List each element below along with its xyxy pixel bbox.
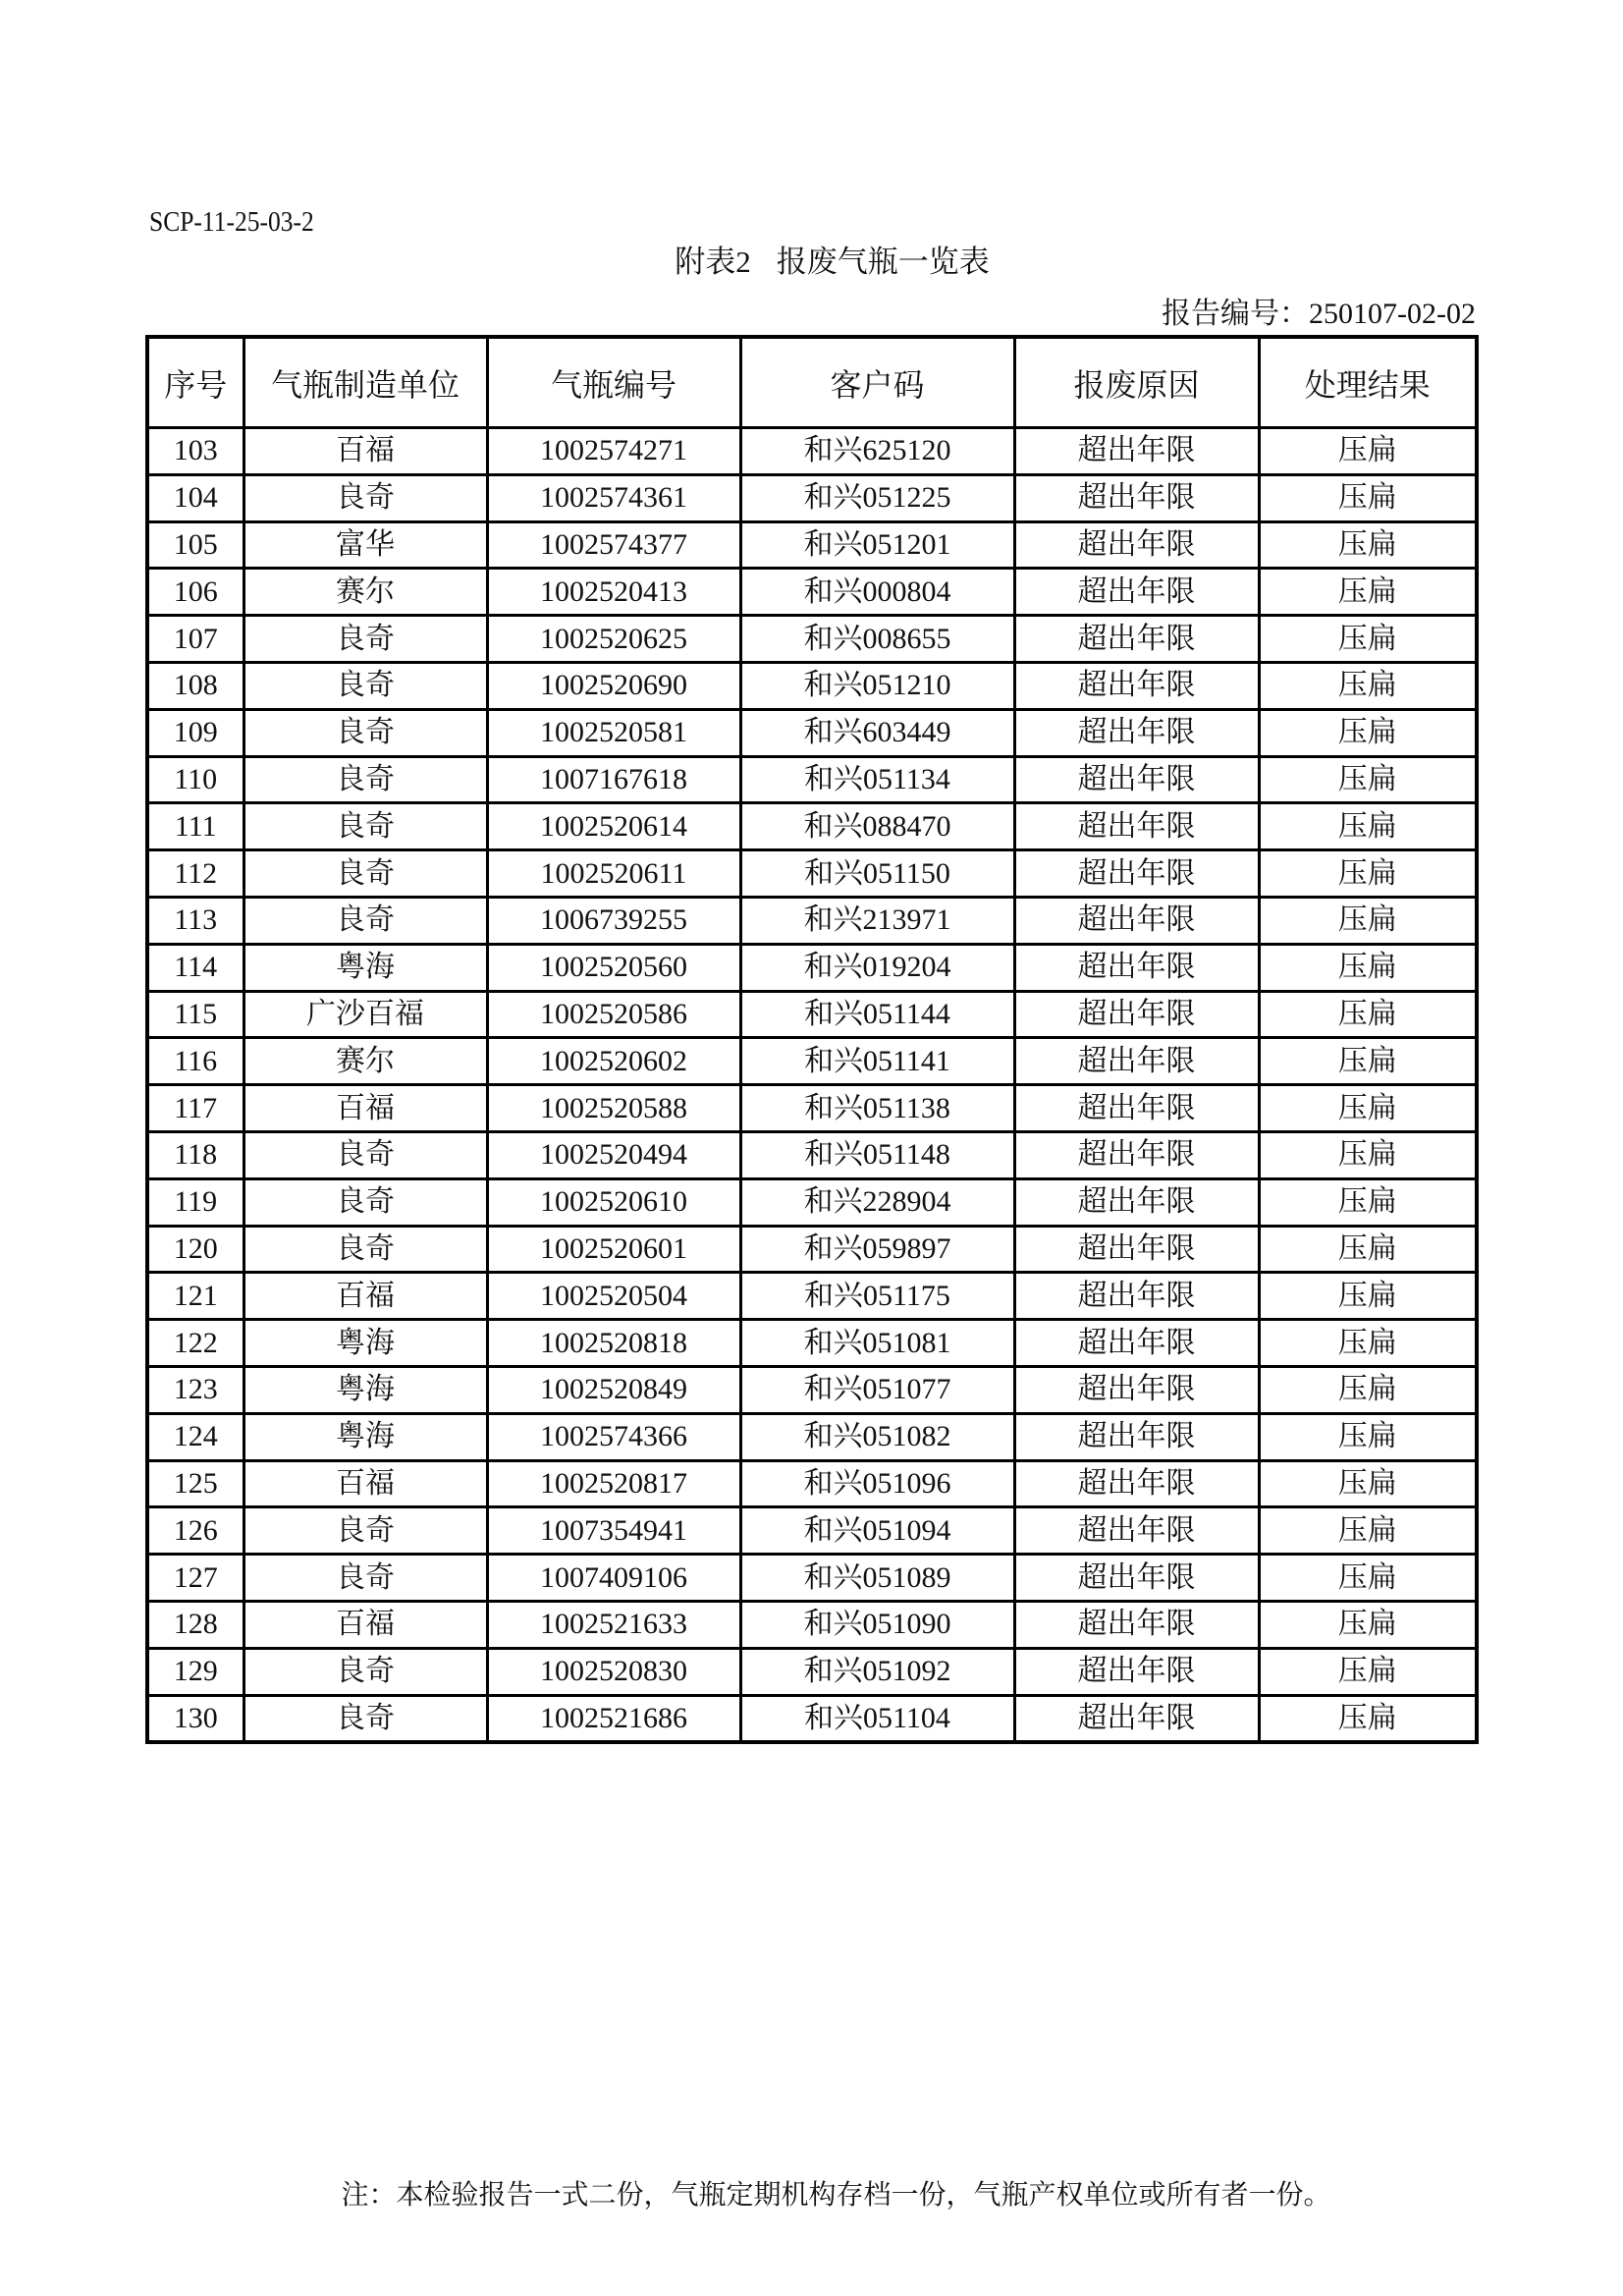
cell-cylinder-no: 1002574366 — [487, 1413, 740, 1460]
cell-customer-code: 和兴213971 — [740, 897, 1014, 944]
cell-disposal-result: 压扁 — [1259, 1413, 1477, 1460]
cell-cylinder-no: 1002520818 — [487, 1320, 740, 1367]
cell-manufacturer: 良奇 — [243, 1695, 487, 1742]
cell-customer-code: 和兴051175 — [740, 1273, 1014, 1320]
cell-disposal-result: 压扁 — [1259, 756, 1477, 803]
cell-serial-no: 111 — [147, 803, 243, 850]
cell-serial-no: 115 — [147, 991, 243, 1038]
scrapped-cylinders-table — [145, 335, 1479, 1744]
cell-manufacturer: 良奇 — [243, 1648, 487, 1695]
cell-disposal-result: 压扁 — [1259, 428, 1477, 475]
cell-scrap-reason: 超出年限 — [1014, 991, 1259, 1038]
table-row — [147, 897, 1477, 944]
cell-manufacturer: 良奇 — [243, 1226, 487, 1273]
cell-scrap-reason: 超出年限 — [1014, 1648, 1259, 1695]
cell-customer-code: 和兴051096 — [740, 1460, 1014, 1507]
document-code: SCP-11-25-03-2 — [149, 206, 314, 238]
cell-cylinder-no: 1002520586 — [487, 991, 740, 1038]
cell-disposal-result: 压扁 — [1259, 709, 1477, 756]
cell-scrap-reason: 超出年限 — [1014, 803, 1259, 850]
cell-disposal-result: 压扁 — [1259, 474, 1477, 521]
table-row — [147, 616, 1477, 663]
cell-serial-no: 118 — [147, 1131, 243, 1178]
cell-manufacturer: 粤海 — [243, 944, 487, 991]
table-row — [147, 662, 1477, 709]
table-row — [147, 756, 1477, 803]
cell-cylinder-no: 1002574271 — [487, 428, 740, 475]
header-manufacturer: 气瓶制造单位 — [243, 337, 487, 428]
cell-manufacturer: 粤海 — [243, 1413, 487, 1460]
table-body — [147, 428, 1477, 1743]
cell-cylinder-no: 1002520560 — [487, 944, 740, 991]
cell-cylinder-no: 1002520849 — [487, 1366, 740, 1413]
cell-customer-code: 和兴051141 — [740, 1038, 1014, 1085]
cell-manufacturer: 良奇 — [243, 709, 487, 756]
cell-disposal-result: 压扁 — [1259, 1507, 1477, 1555]
report-number-value: 250107-02-02 — [1309, 298, 1476, 330]
cell-disposal-result: 压扁 — [1259, 944, 1477, 991]
cell-customer-code: 和兴059897 — [740, 1226, 1014, 1273]
cell-disposal-result: 压扁 — [1259, 991, 1477, 1038]
cell-scrap-reason: 超出年限 — [1014, 1226, 1259, 1273]
cell-disposal-result: 压扁 — [1259, 616, 1477, 663]
cell-scrap-reason: 超出年限 — [1014, 850, 1259, 898]
cell-cylinder-no: 1002521633 — [487, 1601, 740, 1648]
header-scrap-reason: 报废原因 — [1014, 337, 1259, 428]
cell-scrap-reason: 超出年限 — [1014, 1085, 1259, 1132]
table-header-row — [147, 337, 1477, 428]
cell-manufacturer: 粤海 — [243, 1366, 487, 1413]
cell-customer-code: 和兴051201 — [740, 521, 1014, 569]
table-row — [147, 709, 1477, 756]
cell-manufacturer: 良奇 — [243, 850, 487, 898]
document-title — [0, 237, 1623, 281]
cell-serial-no: 114 — [147, 944, 243, 991]
cell-manufacturer: 赛尔 — [243, 1038, 487, 1085]
cell-customer-code: 和兴008655 — [740, 616, 1014, 663]
cell-customer-code: 和兴051081 — [740, 1320, 1014, 1367]
cell-serial-no: 128 — [147, 1601, 243, 1648]
table-row — [147, 1648, 1477, 1695]
cell-customer-code: 和兴051134 — [740, 756, 1014, 803]
cell-customer-code: 和兴051104 — [740, 1695, 1014, 1742]
cell-customer-code: 和兴603449 — [740, 709, 1014, 756]
cell-disposal-result: 压扁 — [1259, 1366, 1477, 1413]
cell-manufacturer: 百福 — [243, 1273, 487, 1320]
cell-cylinder-no: 1002520690 — [487, 662, 740, 709]
cell-manufacturer: 良奇 — [243, 1507, 487, 1555]
cell-manufacturer: 良奇 — [243, 1555, 487, 1602]
cell-cylinder-no: 1002574361 — [487, 474, 740, 521]
cell-manufacturer: 良奇 — [243, 662, 487, 709]
cell-serial-no: 117 — [147, 1085, 243, 1132]
header-customer-code: 客户码 — [740, 337, 1014, 428]
cell-manufacturer: 良奇 — [243, 756, 487, 803]
table-row — [147, 1601, 1477, 1648]
cell-scrap-reason: 超出年限 — [1014, 428, 1259, 475]
cell-customer-code: 和兴051138 — [740, 1085, 1014, 1132]
cell-cylinder-no: 1006739255 — [487, 897, 740, 944]
cell-disposal-result: 压扁 — [1259, 662, 1477, 709]
cell-customer-code: 和兴228904 — [740, 1178, 1014, 1226]
cell-disposal-result: 压扁 — [1259, 1178, 1477, 1226]
cell-serial-no: 110 — [147, 756, 243, 803]
cell-cylinder-no: 1002520625 — [487, 616, 740, 663]
cell-serial-no: 126 — [147, 1507, 243, 1555]
cell-manufacturer: 百福 — [243, 1601, 487, 1648]
cell-serial-no: 127 — [147, 1555, 243, 1602]
cell-serial-no: 107 — [147, 616, 243, 663]
cell-disposal-result: 压扁 — [1259, 850, 1477, 898]
cell-scrap-reason: 超出年限 — [1014, 1366, 1259, 1413]
cell-scrap-reason: 超出年限 — [1014, 1320, 1259, 1367]
cell-serial-no: 129 — [147, 1648, 243, 1695]
cell-customer-code: 和兴051089 — [740, 1555, 1014, 1602]
cell-customer-code: 和兴051090 — [740, 1601, 1014, 1648]
cell-serial-no: 108 — [147, 662, 243, 709]
cell-disposal-result: 压扁 — [1259, 1695, 1477, 1742]
cell-cylinder-no: 1002520614 — [487, 803, 740, 850]
cell-serial-no: 106 — [147, 569, 243, 616]
cell-customer-code: 和兴051094 — [740, 1507, 1014, 1555]
cell-serial-no: 125 — [147, 1460, 243, 1507]
cell-cylinder-no: 1002520581 — [487, 709, 740, 756]
header-cylinder-no: 气瓶编号 — [487, 337, 740, 428]
cell-scrap-reason: 超出年限 — [1014, 1178, 1259, 1226]
title-prefix: 附表2 — [675, 245, 751, 279]
cell-disposal-result: 压扁 — [1259, 1273, 1477, 1320]
cell-manufacturer: 良奇 — [243, 1178, 487, 1226]
cell-customer-code: 和兴625120 — [740, 428, 1014, 475]
table-row — [147, 1695, 1477, 1742]
table-row — [147, 1413, 1477, 1460]
cell-scrap-reason: 超出年限 — [1014, 1601, 1259, 1648]
cell-cylinder-no: 1002520610 — [487, 1178, 740, 1226]
report-number — [1162, 289, 1476, 332]
cell-manufacturer: 百福 — [243, 428, 487, 475]
table-row — [147, 1555, 1477, 1602]
report-number-label: 报告编号： — [1162, 298, 1310, 330]
table-row — [147, 1038, 1477, 1085]
cell-manufacturer: 良奇 — [243, 803, 487, 850]
cell-manufacturer: 赛尔 — [243, 569, 487, 616]
cell-scrap-reason: 超出年限 — [1014, 1695, 1259, 1742]
cell-customer-code: 和兴051092 — [740, 1648, 1014, 1695]
cell-scrap-reason: 超出年限 — [1014, 897, 1259, 944]
cell-manufacturer: 良奇 — [243, 1131, 487, 1178]
cell-scrap-reason: 超出年限 — [1014, 1460, 1259, 1507]
cell-scrap-reason: 超出年限 — [1014, 1273, 1259, 1320]
cell-serial-no: 124 — [147, 1413, 243, 1460]
cell-customer-code: 和兴088470 — [740, 803, 1014, 850]
cell-cylinder-no: 1002520611 — [487, 850, 740, 898]
cell-scrap-reason: 超出年限 — [1014, 521, 1259, 569]
cell-customer-code: 和兴051144 — [740, 991, 1014, 1038]
cell-manufacturer: 百福 — [243, 1460, 487, 1507]
cell-manufacturer: 良奇 — [243, 474, 487, 521]
cell-serial-no: 120 — [147, 1226, 243, 1273]
cell-manufacturer: 富华 — [243, 521, 487, 569]
cell-disposal-result: 压扁 — [1259, 1555, 1477, 1602]
table-row — [147, 850, 1477, 898]
cell-scrap-reason: 超出年限 — [1014, 944, 1259, 991]
cell-scrap-reason: 超出年限 — [1014, 709, 1259, 756]
cell-manufacturer: 广沙百福 — [243, 991, 487, 1038]
cell-customer-code: 和兴051225 — [740, 474, 1014, 521]
cell-manufacturer: 良奇 — [243, 897, 487, 944]
table-row — [147, 1507, 1477, 1555]
cell-cylinder-no: 1007409106 — [487, 1555, 740, 1602]
cell-scrap-reason: 超出年限 — [1014, 569, 1259, 616]
table-row — [147, 428, 1477, 475]
cell-customer-code: 和兴000804 — [740, 569, 1014, 616]
table-row — [147, 1178, 1477, 1226]
footnote: 注：本检验报告一式二份，气瓶定期机构存档一份，气瓶产权单位或所有者一份。 — [341, 2180, 1331, 2211]
cell-serial-no: 119 — [147, 1178, 243, 1226]
cell-serial-no: 130 — [147, 1695, 243, 1742]
cell-scrap-reason: 超出年限 — [1014, 1038, 1259, 1085]
cell-cylinder-no: 1002520588 — [487, 1085, 740, 1132]
table-row — [147, 1085, 1477, 1132]
table-row — [147, 1320, 1477, 1367]
cell-scrap-reason: 超出年限 — [1014, 1555, 1259, 1602]
cell-serial-no: 109 — [147, 709, 243, 756]
cell-serial-no: 105 — [147, 521, 243, 569]
header-disposal-result: 处理结果 — [1259, 337, 1477, 428]
cell-customer-code: 和兴019204 — [740, 944, 1014, 991]
cell-customer-code: 和兴051150 — [740, 850, 1014, 898]
cell-scrap-reason: 超出年限 — [1014, 474, 1259, 521]
cell-cylinder-no: 1002574377 — [487, 521, 740, 569]
cell-disposal-result: 压扁 — [1259, 1320, 1477, 1367]
cell-cylinder-no: 1002520817 — [487, 1460, 740, 1507]
cell-cylinder-no: 1002520602 — [487, 1038, 740, 1085]
cell-disposal-result: 压扁 — [1259, 803, 1477, 850]
table-row — [147, 1366, 1477, 1413]
table-row — [147, 521, 1477, 569]
cell-disposal-result: 压扁 — [1259, 1648, 1477, 1695]
table-row — [147, 803, 1477, 850]
cell-cylinder-no: 1002520494 — [487, 1131, 740, 1178]
cell-disposal-result: 压扁 — [1259, 1601, 1477, 1648]
cell-serial-no: 103 — [147, 428, 243, 475]
cell-serial-no: 123 — [147, 1366, 243, 1413]
table-row — [147, 1273, 1477, 1320]
cell-cylinder-no: 1002520601 — [487, 1226, 740, 1273]
cell-serial-no: 113 — [147, 897, 243, 944]
cell-customer-code: 和兴051148 — [740, 1131, 1014, 1178]
cell-scrap-reason: 超出年限 — [1014, 756, 1259, 803]
cell-disposal-result: 压扁 — [1259, 1038, 1477, 1085]
cell-serial-no: 104 — [147, 474, 243, 521]
cell-disposal-result: 压扁 — [1259, 1226, 1477, 1273]
cell-disposal-result: 压扁 — [1259, 521, 1477, 569]
table-row — [147, 944, 1477, 991]
cell-customer-code: 和兴051077 — [740, 1366, 1014, 1413]
table-row — [147, 1226, 1477, 1273]
table-row — [147, 1460, 1477, 1507]
cell-disposal-result: 压扁 — [1259, 1460, 1477, 1507]
title-text: 报废气瓶一览表 — [776, 245, 990, 279]
cell-cylinder-no: 1002520504 — [487, 1273, 740, 1320]
cell-cylinder-no: 1002521686 — [487, 1695, 740, 1742]
cell-cylinder-no: 1007354941 — [487, 1507, 740, 1555]
cell-disposal-result: 压扁 — [1259, 569, 1477, 616]
cell-scrap-reason: 超出年限 — [1014, 1507, 1259, 1555]
cell-scrap-reason: 超出年限 — [1014, 616, 1259, 663]
cell-disposal-result: 压扁 — [1259, 1131, 1477, 1178]
cell-serial-no: 112 — [147, 850, 243, 898]
cell-customer-code: 和兴051082 — [740, 1413, 1014, 1460]
cell-scrap-reason: 超出年限 — [1014, 1413, 1259, 1460]
cell-manufacturer: 粤海 — [243, 1320, 487, 1367]
table-row — [147, 1131, 1477, 1178]
cell-cylinder-no: 1002520413 — [487, 569, 740, 616]
cell-manufacturer: 百福 — [243, 1085, 487, 1132]
header-serial-no: 序号 — [147, 337, 243, 428]
cell-serial-no: 122 — [147, 1320, 243, 1367]
cell-cylinder-no: 1002520830 — [487, 1648, 740, 1695]
cell-serial-no: 116 — [147, 1038, 243, 1085]
cell-manufacturer: 良奇 — [243, 616, 487, 663]
table-row — [147, 569, 1477, 616]
table-row — [147, 474, 1477, 521]
cell-scrap-reason: 超出年限 — [1014, 1131, 1259, 1178]
cell-serial-no: 121 — [147, 1273, 243, 1320]
cell-disposal-result: 压扁 — [1259, 897, 1477, 944]
cell-cylinder-no: 1007167618 — [487, 756, 740, 803]
table-row — [147, 991, 1477, 1038]
cell-customer-code: 和兴051210 — [740, 662, 1014, 709]
cell-scrap-reason: 超出年限 — [1014, 662, 1259, 709]
cell-disposal-result: 压扁 — [1259, 1085, 1477, 1132]
